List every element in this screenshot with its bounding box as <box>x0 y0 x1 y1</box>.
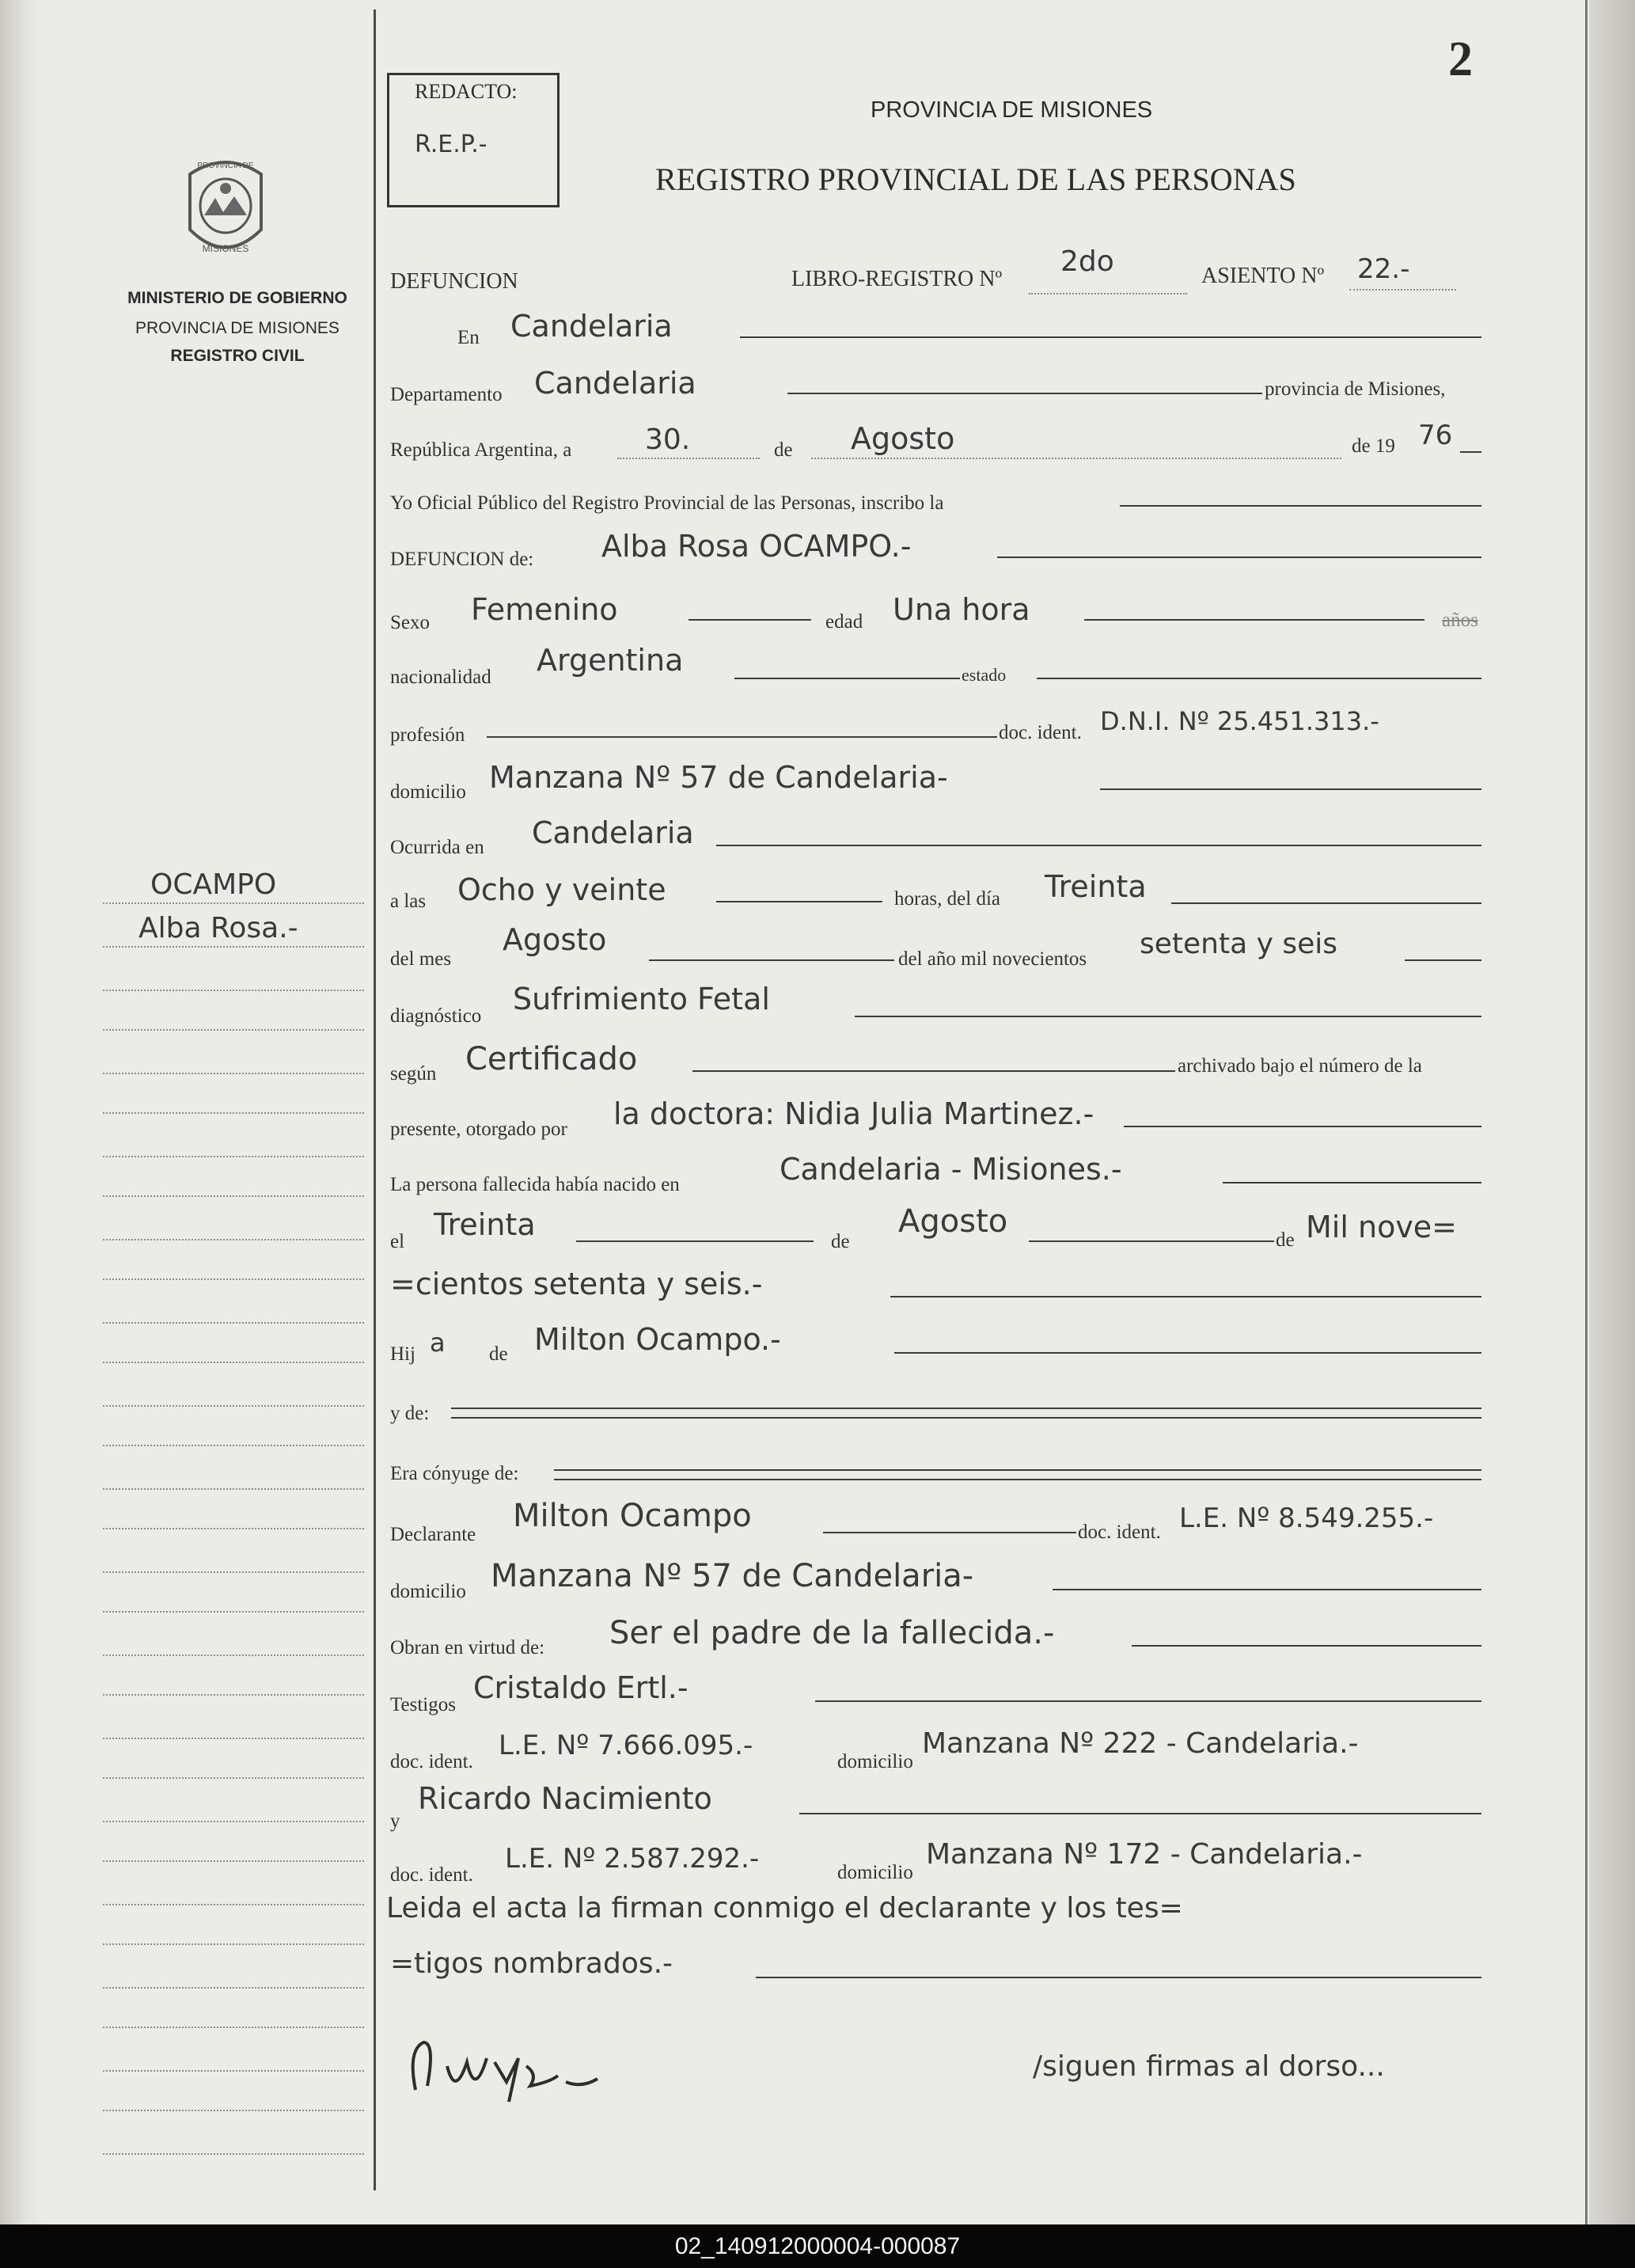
asiento-value: 22.- <box>1357 253 1410 285</box>
provincia-label: provincia de Misiones, <box>1265 378 1446 400</box>
margin-surname: OCAMPO <box>150 868 277 901</box>
ocurrida-en-label: Ocurrida en <box>390 837 484 858</box>
nac-ano-value-1: Mil nove= <box>1306 1210 1458 1244</box>
en-label: En <box>457 327 480 348</box>
departamento-value: Candelaria <box>534 366 696 401</box>
declarante-domicilio-value: Manzana Nº 57 de Candelaria- <box>491 1558 974 1594</box>
header-title: REGISTRO PROVINCIAL DE LAS PERSONAS <box>655 161 1296 197</box>
horas-dia-label: horas, del día <box>894 888 1000 910</box>
del-ano-label: del año mil novecientos <box>898 948 1087 970</box>
stamp-text-bottom: MISIONES <box>202 243 249 254</box>
fecha-mes: Agosto <box>851 421 955 456</box>
nac-el-value: Treinta <box>434 1207 536 1242</box>
otorgado-por-value: la doctora: Nidia Julia Martinez.- <box>613 1096 1094 1131</box>
obran-value: Ser el padre de la fallecida.- <box>609 1615 1055 1651</box>
province-label: PROVINCIA DE MISIONES <box>135 319 340 337</box>
testigo-1-value: Cristaldo Ertl.- <box>473 1670 689 1705</box>
de-label-1: de <box>774 439 793 461</box>
redacto-label: REDACTO: <box>415 80 518 103</box>
page-fold <box>0 0 44 2224</box>
nac-ano-value-2: =cientos setenta y seis.- <box>390 1267 763 1301</box>
y-label: y <box>390 1810 400 1832</box>
persona-nacido-label: La persona fallecida había nacido en <box>390 1174 680 1195</box>
defuncion-de-value: Alba Rosa OCAMPO.- <box>601 529 912 564</box>
redacto-value: R.E.P.- <box>415 131 487 158</box>
doc-ident-label: doc. ident. <box>999 722 1082 743</box>
diagnostico-label: diagnóstico <box>390 1005 482 1027</box>
a-las-value: Ocho y veinte <box>457 872 666 907</box>
obran-label: Obran en virtud de: <box>390 1637 545 1658</box>
margin-given-names: Alba Rosa.- <box>138 912 298 944</box>
doc-ident-value: D.N.I. Nº 25.451.313.- <box>1100 706 1379 736</box>
y-de-label: y de: <box>390 1403 430 1424</box>
testigo-2-doc-label: doc. ident. <box>390 1864 473 1886</box>
redacto-box <box>387 73 560 207</box>
en-value: Candelaria <box>510 309 673 344</box>
segun-label: según <box>390 1063 437 1085</box>
hij-suffix: a <box>430 1328 446 1358</box>
asiento-label: ASIENTO Nº <box>1201 264 1325 288</box>
de-label-4: de <box>489 1343 508 1365</box>
nac-mes-value: Agosto <box>898 1203 1008 1240</box>
libro-value: 2do <box>1060 245 1114 278</box>
estado-label: estado <box>962 665 1007 685</box>
image-id-footer: 02_140912000004-000087 <box>0 2224 1635 2268</box>
declarante-doc-value: L.E. Nº 8.549.255.- <box>1179 1503 1434 1534</box>
del-ano-value: setenta y seis <box>1140 928 1338 960</box>
margin-divider <box>374 9 376 2190</box>
nacionalidad-value: Argentina <box>537 643 684 678</box>
testigos-label: Testigos <box>390 1694 456 1715</box>
edad-value: Una hora <box>893 592 1030 627</box>
testigo-2-domicilio-value: Manzana Nº 172 - Candelaria.- <box>926 1838 1363 1871</box>
page-edge <box>1589 0 1635 2224</box>
del-dia-value: Treinta <box>1045 869 1147 904</box>
closing-line-2: =tigos nombrados.- <box>390 1947 673 1980</box>
presente-label: presente, otorgado por <box>390 1119 567 1140</box>
ministry-label: MINISTERIO DE GOBIERNO <box>127 289 347 307</box>
testigo-2-value: Ricardo Nacimiento <box>418 1781 712 1816</box>
coat-of-arms-stamp <box>174 150 277 269</box>
stamp-text-top: PROVINCIA DE <box>197 161 254 170</box>
del-mes-label: del mes <box>390 948 452 970</box>
declarante-doc-label: doc. ident. <box>1078 1521 1161 1543</box>
fecha-ano: 76 <box>1418 420 1453 451</box>
el-label: el <box>390 1231 405 1252</box>
signature-ocampo <box>400 2027 637 2114</box>
testigo-2-domicilio-label: domicilio <box>837 1862 913 1883</box>
de-label-2: de <box>831 1231 850 1252</box>
diagnostico-value: Sufrimiento Fetal <box>513 982 770 1016</box>
right-border-line <box>1585 0 1588 2224</box>
profesion-label: profesión <box>390 724 465 746</box>
header-province: PROVINCIA DE MISIONES <box>871 97 1153 123</box>
declarante-value: Milton Ocampo <box>513 1498 752 1534</box>
testigo-1-doc-label: doc. ident. <box>390 1751 473 1772</box>
declarante-label: Declarante <box>390 1524 476 1545</box>
departamento-label: Departamento <box>390 384 503 405</box>
defuncion-de-label: DEFUNCION de: <box>390 549 534 570</box>
domicilio-label: domicilio <box>390 781 466 803</box>
registry-label: REGISTRO CIVIL <box>170 347 305 365</box>
nacionalidad-label: nacionalidad <box>390 667 491 688</box>
testigo-1-doc-value: L.E. Nº 7.666.095.- <box>499 1730 753 1761</box>
archivado-label: archivado bajo el número de la <box>1178 1055 1422 1077</box>
nacido-en-value: Candelaria - Misiones.- <box>780 1152 1122 1187</box>
page-number: 2 <box>1448 32 1473 86</box>
de-19-label: de 19 <box>1352 435 1395 457</box>
domicilio-value: Manzana Nº 57 de Candelaria- <box>489 760 948 795</box>
testigo-1-domicilio-value: Manzana Nº 222 - Candelaria.- <box>922 1727 1359 1760</box>
testigo-1-domicilio-label: domicilio <box>837 1751 913 1772</box>
hij-label: Hij <box>390 1343 415 1365</box>
hija-de-value: Milton Ocampo.- <box>534 1322 781 1357</box>
edad-label: edad <box>825 611 863 633</box>
del-mes-value: Agosto <box>503 922 607 957</box>
segun-value: Certificado <box>465 1041 638 1077</box>
yo-oficial-text: Yo Oficial Público del Registro Provincial de las Personas, inscribo la <box>390 492 944 514</box>
ocurrida-en-value: Candelaria <box>532 815 694 850</box>
defuncion-heading: DEFUNCION <box>390 269 518 294</box>
sexo-value: Femenino <box>471 592 618 627</box>
declarante-domicilio-label: domicilio <box>390 1581 466 1602</box>
sexo-label: Sexo <box>390 612 430 633</box>
signature-note: /siguen firmas al dorso... <box>1033 2050 1385 2083</box>
conyuge-label: Era cónyuge de: <box>390 1463 519 1484</box>
anos-label: años <box>1442 610 1478 631</box>
libro-label: LIBRO-REGISTRO Nº <box>791 267 1003 291</box>
de-label-3: de <box>1276 1229 1295 1251</box>
republica-label: República Argentina, a <box>390 439 572 461</box>
a-las-label: a las <box>390 891 427 912</box>
fecha-dia: 30. <box>645 424 691 456</box>
testigo-2-doc-value: L.E. Nº 2.587.292.- <box>505 1843 760 1875</box>
closing-line-1: Leida el acta la firman conmigo el declarante y los tes= <box>386 1892 1183 1924</box>
